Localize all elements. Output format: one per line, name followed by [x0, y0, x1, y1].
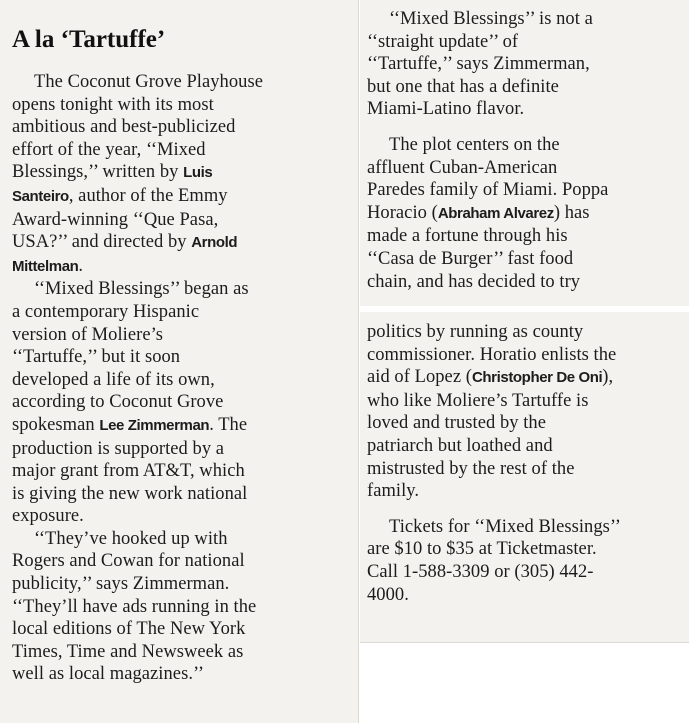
right-column-bottom: [367, 321, 687, 606]
paragraph-plot-continued: [367, 321, 687, 503]
paragraph-spacer: [367, 121, 687, 134]
paragraph-spacer: [367, 503, 687, 516]
article-headline: A la ‘Tartuffe’: [12, 26, 166, 53]
paragraph-origin-text-b: . The production is supported by a major grant from AT&T, which is giving the new work national exposure.: [12, 414, 248, 527]
director-name: Arnold Mittelman: [12, 234, 238, 275]
actor-name-de-oni: Christopher De Oni: [471, 369, 603, 387]
paragraph-tickets: Tickets for ‘‘Mixed Blessings’’ are $10 to $35 at Ticketmaster. Call 1-588-3309 or (305) 442- 4000.: [367, 516, 621, 605]
paragraph-intro: [12, 71, 352, 278]
paragraph-origin-text-a: ‘‘Mixed Blessings’’ began as a contemporary Hispanic version of Moliere’s ‘‘Tartuffe,’’ but it soon developed a life of its own, according to Coconut Grove spokesman: [12, 279, 249, 435]
paragraph-plot: [367, 134, 687, 293]
actor-name-alvarez: Abraham Alvarez: [437, 204, 554, 222]
paragraph-plot-text-a: The plot centers on the affluent Cuban-American Paredes family of Miami. Poppa Horacio (: [367, 134, 609, 223]
left-column: [12, 71, 352, 686]
paragraph-intro-text-a: The Coconut Grove Playhouse opens tonight with its most ambitious and best-publicized effort of the year, ‘‘Mixed Blessings,’’ written by: [12, 72, 263, 183]
paragraph-intro-text-b: , author of the Emmy Award-winning ‘‘Que Pasa, USA?’’ and directed by: [12, 185, 228, 253]
paragraph-flavor: ‘‘Mixed Blessings’’ is not a ‘‘straight update’’ of ‘‘Tartuffe,’’ says Zimmerman, but one that has a definite Miami-Latino flavor.: [367, 9, 593, 120]
paragraph-plot-continued-text-a: politics by running as county commissioner. Horatio enlists the aid of Lopez (: [367, 322, 617, 388]
right-column-top: [367, 8, 687, 293]
spokesman-name: Lee Zimmerman: [99, 416, 210, 434]
paragraph-plot-text-b: ) has made a fortune through his ‘‘Casa de Burger’’ fast food chain, and has decided to try: [367, 202, 590, 292]
author-name: Luis Santeiro: [12, 164, 213, 205]
paragraph-plot-continued-text-b: ), who like Moliere’s Tartuffe is loved and trusted by the patriarch but loathed and mistrusted by the rest of the family.: [367, 367, 614, 502]
paragraph-origin: [12, 278, 352, 528]
paragraph-publicity: ‘‘They’ve hooked up with Rogers and Cowan for national publicity,’’ says Zimmerman. ‘‘They’ll have ads running in the local editions of The New York Times, Time and Newsweek as well as local magazines.’’: [12, 528, 257, 685]
paragraph-intro-text-c: .: [78, 255, 84, 276]
